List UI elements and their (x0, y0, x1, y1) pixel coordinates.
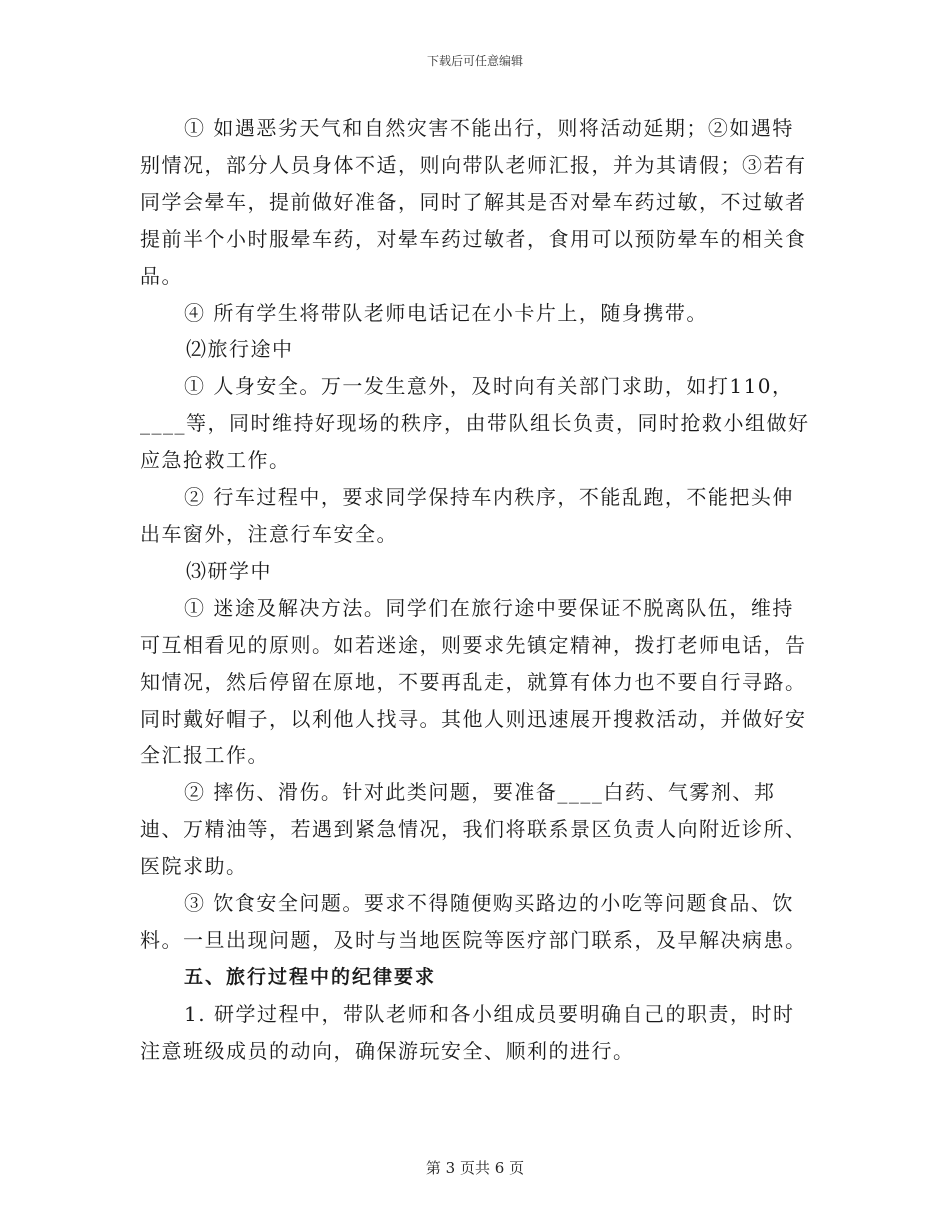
paragraph-injuries: ② 摔伤、滑伤。针对此类问题，要准备____白药、气雾剂、邦迪、万精油等，若遇到紧急情况，我们将联系景区负责人向附近诊所、医院求助。 (140, 780, 807, 879)
paragraph-responsibilities: 1. 研学过程中，带队老师和各小组成员要明确自己的职责，时时注意班级成员的动向，确保游玩安全、顺利的进行。 (140, 1001, 795, 1063)
page-footer: 第 3 页共 6 页 (425, 1159, 525, 1177)
section-heading-discipline: 五、旅行过程中的纪律要求 (184, 965, 437, 988)
document-body (140, 110, 812, 1070)
paragraph-food-safety: ③ 饮食安全问题。要求不得随便购买路边的小吃等问题食品、饮料。一旦出现问题，及时与当地医院等医疗部门联系，及早解决病患。 (140, 891, 807, 952)
paragraph-teacher-phone: ④ 所有学生将带队老师电话记在小卡片上，随身携带。 (184, 300, 708, 325)
paragraph-contingency-plans: ① 如遇恶劣天气和自然灾害不能出行，则将活动延期；②如遇特别情况，部分人员身体不适，则向带队老师汇报，并为其请假；③若有同学会晕车，提前做好准备，同时了解其是否对晕车药过敏，不过敏者提前半个小时服晕车药，对晕车药过敏者，食用可以预防晕车的相关食品。 (140, 116, 807, 288)
paragraph-vehicle-safety: ② 行车过程中，要求同学保持车内秩序，不能乱跑，不能把头伸出车窗外，注意行车安全。 (140, 485, 794, 546)
subheading-during-travel: ⑵旅行途中 (186, 337, 294, 362)
page-header: 下载后可任意编辑 (426, 54, 523, 68)
subheading-during-study: ⑶研学中 (186, 558, 272, 583)
paragraph-personal-safety: ① 人身安全。万一发生意外，及时向有关部门求助，如打110，____等，同时维持好现场的秩序，由带队组长负责，同时抢救小组做好应急抢救工作。 (140, 374, 810, 473)
paragraph-getting-lost: ① 迷途及解决方法。同学们在旅行途中要保证不脱离队伍，维持可互相看见的原则。如若迷途，则要求先镇定精神，拨打老师电话，告知情况，然后停留在原地，不要再乱走，就算有体力也不要自行寻路。同时戴好帽子，以利他人找寻。其他人则迅速展开搜救活动，并做好安全汇报工作。 (140, 595, 807, 768)
